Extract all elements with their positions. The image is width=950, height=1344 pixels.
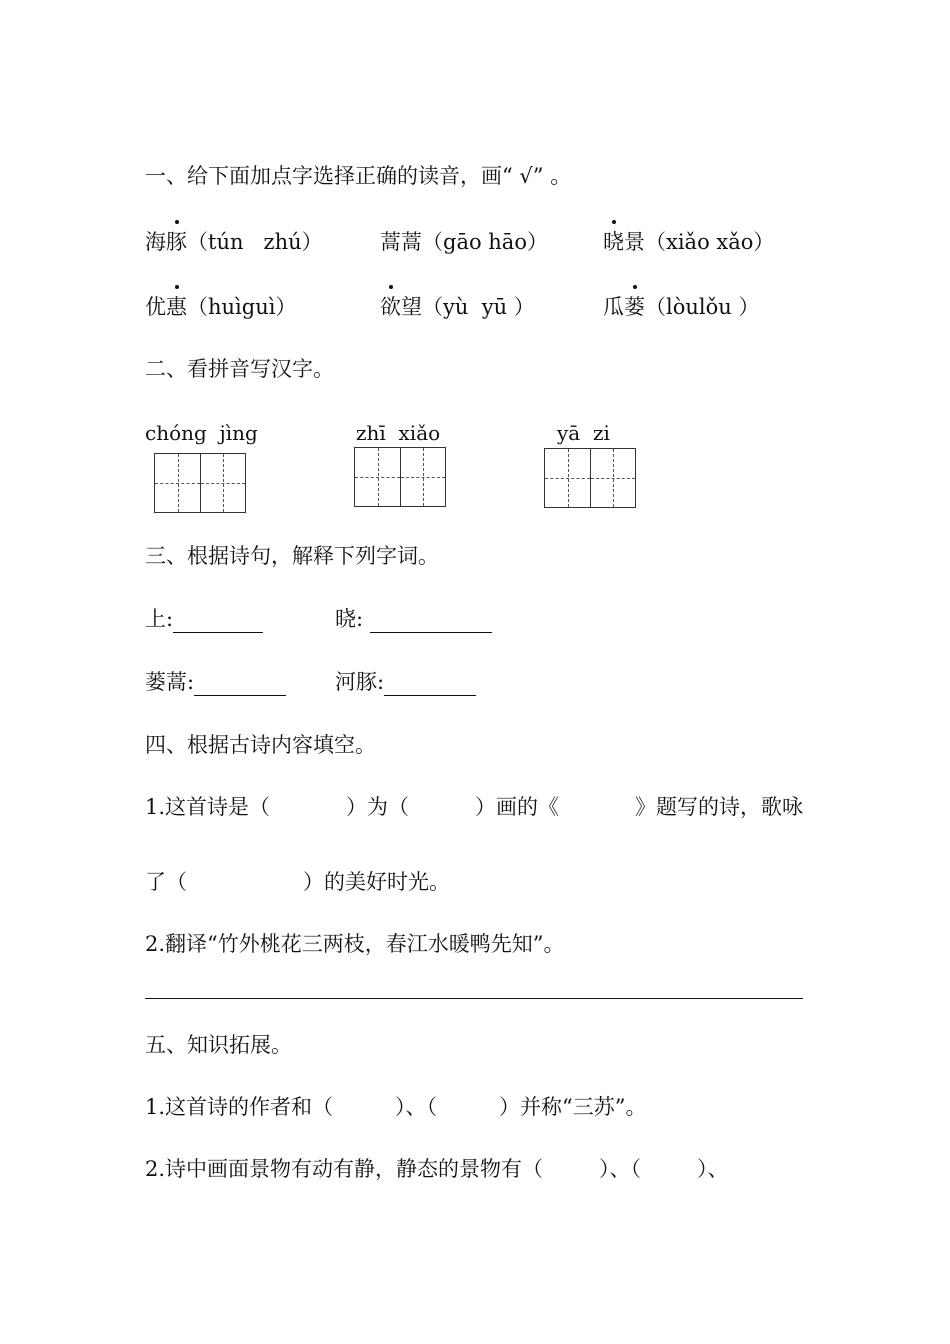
question-text: ）画的《 [475, 795, 560, 819]
question-text: ）的美好时光。 [303, 870, 450, 894]
dotted-char: 豚 [166, 230, 187, 254]
dotted-char: 惠 [166, 295, 187, 319]
answer-blank[interactable] [173, 610, 263, 633]
question-text: ）为（ [346, 795, 410, 819]
dotted-char: 欲 [380, 295, 401, 319]
pinyin-options: （lòulǒu ） [645, 295, 760, 319]
pinyin-label: chóng jìng [145, 421, 258, 445]
define-item [145, 605, 263, 633]
section1-title: 一、给下面加点字选择正确的读音，画“ √” 。 [145, 164, 572, 188]
question-text: 》题写的诗，歌咏 [635, 795, 804, 819]
answer-blank[interactable] [384, 673, 476, 696]
question-text: 1.这首诗的作者和（ [145, 1095, 334, 1119]
char: 优 [145, 295, 166, 319]
word: 蒿蒿 [380, 230, 422, 254]
grid-cell[interactable] [400, 448, 445, 506]
pinyin-label: zhī xiǎo [356, 421, 441, 445]
define-item [335, 605, 492, 633]
option-row-2-item-2 [380, 293, 535, 321]
question-4-2: 2.翻译“竹外桃花三两枝，春江水暖鸭先知”。 [145, 932, 565, 956]
section5-title: 五、知识拓展。 [145, 1033, 292, 1057]
pinyin-options: （tún zhú） [187, 230, 323, 254]
answer-blank[interactable] [194, 673, 286, 696]
pinyin-options: （xiǎo xǎo） [645, 230, 775, 254]
pinyin-options: （huìguì） [187, 295, 297, 319]
question-text: ）、（ [599, 1157, 642, 1181]
term-label: 河豚: [335, 670, 385, 694]
question-text: ）、（ [395, 1095, 438, 1119]
dotted-char: 蒌 [624, 295, 645, 319]
question-5-1 [145, 1093, 647, 1121]
writing-grid[interactable] [544, 448, 636, 508]
section3-title: 三、根据诗句，解释下列字词。 [145, 544, 439, 568]
writing-grid[interactable] [154, 453, 246, 513]
char: 海 [145, 230, 166, 254]
pinyin-options: （yù yū ） [422, 295, 535, 319]
answer-line[interactable] [145, 998, 803, 999]
question-text: 了（ [145, 870, 187, 894]
writing-grid[interactable] [354, 447, 446, 507]
grid-cell[interactable] [355, 448, 400, 506]
term-label: 晓: [335, 607, 370, 631]
char: 景 [624, 230, 645, 254]
option-row-1-item-2 [380, 228, 548, 256]
grid-cell[interactable] [155, 454, 200, 512]
section2-title: 二、看拼音写汉字。 [145, 357, 334, 381]
define-item [145, 668, 286, 696]
term-label: 蒌蒿: [145, 670, 195, 694]
option-row-1-item-3 [603, 228, 774, 256]
question-text: ）、 [697, 1157, 729, 1181]
section4-title: 四、根据古诗内容填空。 [145, 733, 376, 757]
option-row-2-item-1 [145, 293, 296, 321]
question-5-2 [145, 1155, 729, 1183]
question-text: ）并称“三苏”。 [499, 1095, 647, 1119]
option-row-2-item-3 [603, 293, 759, 321]
pinyin-options: （gāo hāo） [422, 230, 548, 254]
grid-cell[interactable] [545, 449, 590, 507]
char: 瓜 [603, 295, 624, 319]
term-label: 上: [145, 607, 174, 631]
question-4-1-line-1 [145, 793, 803, 821]
question-4-1-line-2 [145, 868, 450, 896]
define-item [335, 668, 476, 696]
dotted-char: 晓 [603, 230, 624, 254]
grid-cell[interactable] [590, 449, 635, 507]
question-text: 1.这首诗是（ [145, 795, 271, 819]
pinyin-label: yā zi [557, 421, 610, 445]
question-text: 2.诗中画面景物有动有静，静态的景物有（ [145, 1157, 544, 1181]
answer-blank[interactable] [370, 610, 492, 633]
option-row-1-item-1 [145, 228, 323, 256]
grid-cell[interactable] [200, 454, 245, 512]
char: 望 [401, 295, 422, 319]
